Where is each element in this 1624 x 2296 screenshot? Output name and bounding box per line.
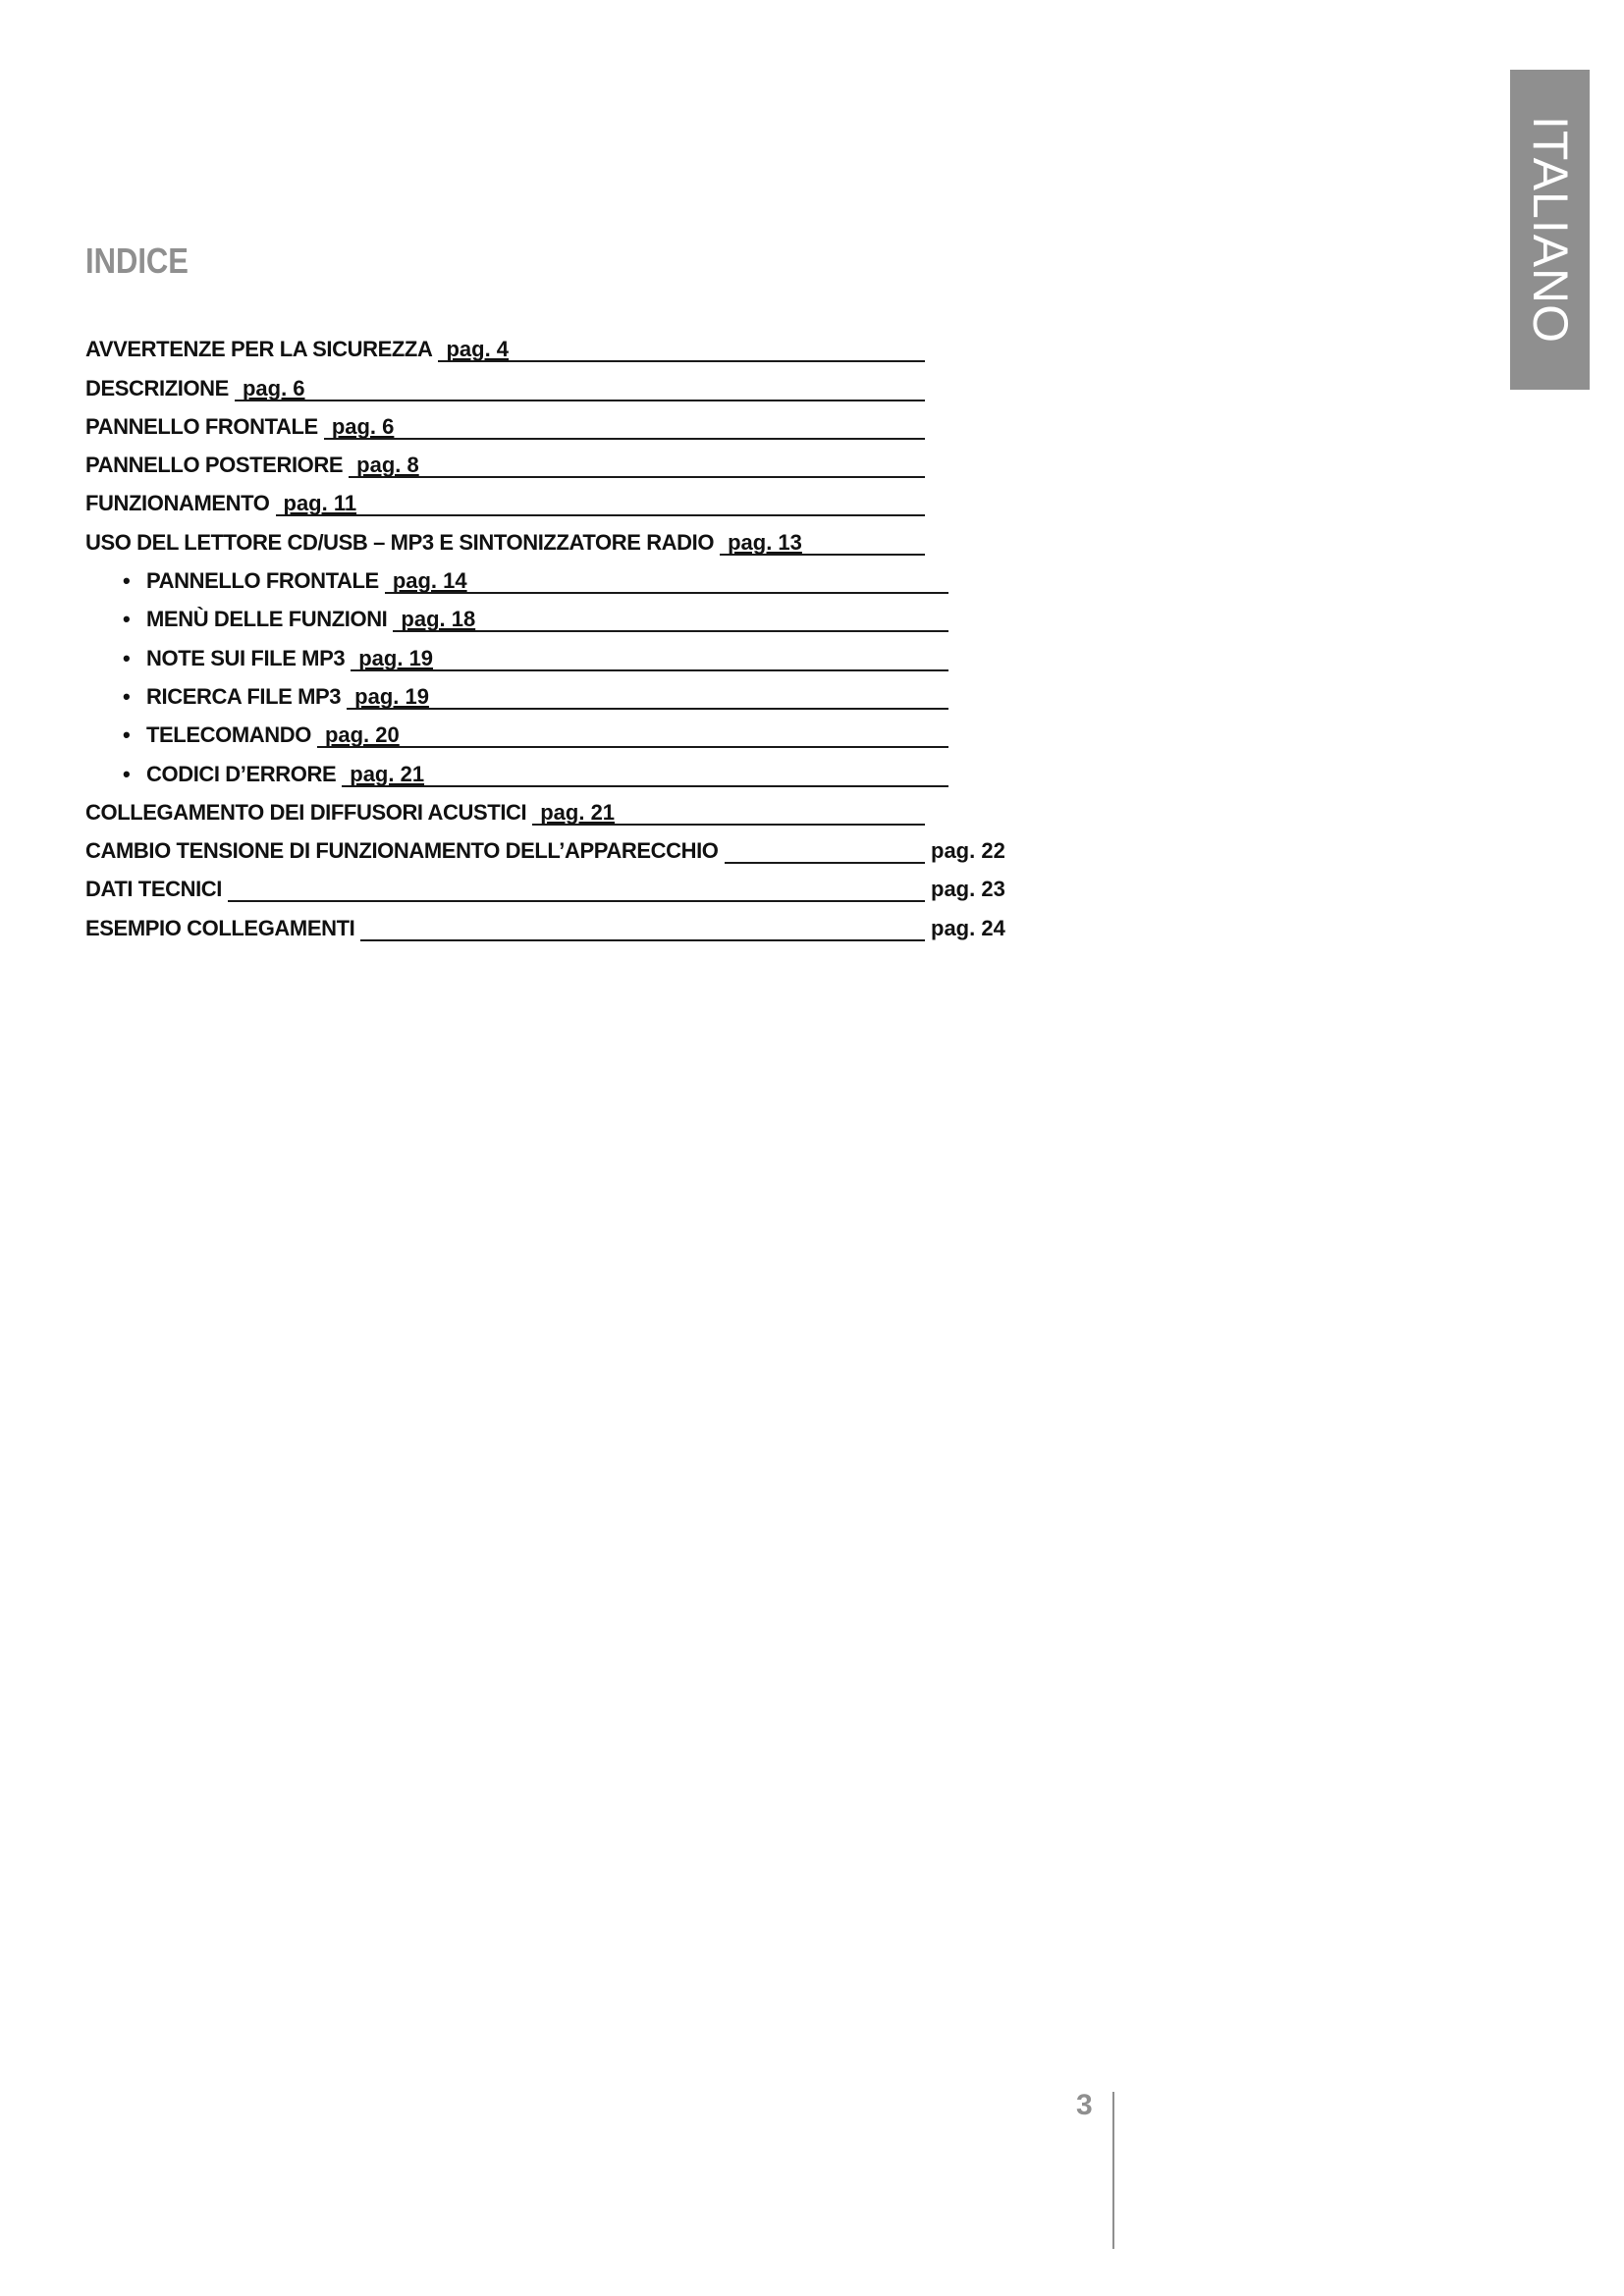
toc-entry-pannello-posteriore[interactable] bbox=[85, 443, 1018, 481]
toc-entry-page: pag. 18 bbox=[401, 607, 476, 632]
leader-line bbox=[324, 413, 925, 440]
toc-entry-label: PANNELLO FRONTALE bbox=[146, 568, 379, 594]
toc-entry-avvertenze[interactable] bbox=[85, 327, 1018, 365]
leader-line bbox=[720, 529, 925, 556]
toc-entry-page: pag. 21 bbox=[350, 761, 425, 786]
toc-entry-uso-lettore[interactable] bbox=[85, 519, 1018, 558]
toc-subentry-menu-funzioni[interactable] bbox=[85, 597, 1018, 635]
toc-entry-label: COLLEGAMENTO DEI DIFFUSORI ACUSTICI bbox=[85, 799, 527, 825]
leader-line bbox=[347, 683, 948, 710]
leader-line bbox=[349, 453, 925, 478]
toc-entry-page: pag. 22 bbox=[931, 838, 1005, 864]
toc-entry-page: pag. 23 bbox=[931, 877, 1005, 902]
bullet-icon: • bbox=[123, 761, 131, 786]
toc-entry-page: pag. 11 bbox=[283, 491, 357, 516]
toc-entry-label: DATI TECNICI bbox=[85, 877, 223, 902]
toc-subentry-codici-errore[interactable] bbox=[85, 751, 1018, 789]
bullet-icon: • bbox=[123, 607, 131, 632]
toc-entry-label: PANNELLO POSTERIORE bbox=[85, 453, 344, 478]
language-tab bbox=[1510, 70, 1590, 390]
toc-entry-label: DESCRIZIONE bbox=[85, 375, 229, 400]
bullet-icon: • bbox=[123, 722, 131, 748]
leader-line bbox=[393, 607, 948, 632]
page-title: INDICE bbox=[85, 240, 189, 281]
toc-entry-label: PANNELLO FRONTALE bbox=[85, 413, 318, 439]
toc-entry-label: CODICI D’ERRORE bbox=[146, 761, 337, 786]
toc-entry-collegamento-diffusori[interactable] bbox=[85, 790, 1018, 828]
toc-subentry-note-mp3[interactable] bbox=[85, 635, 1018, 673]
bullet-icon: • bbox=[123, 568, 131, 594]
leader-line bbox=[228, 881, 925, 902]
leader-line bbox=[351, 645, 948, 671]
toc-entry-cambio-tensione[interactable] bbox=[85, 828, 1018, 867]
toc-entry-page: pag. 24 bbox=[931, 915, 1005, 940]
toc-entry-esempio-collegamenti[interactable] bbox=[85, 905, 1018, 943]
toc-entry-label: NOTE SUI FILE MP3 bbox=[146, 645, 346, 670]
toc-entry-pannello-frontale[interactable] bbox=[85, 404, 1018, 443]
toc-entry-page: pag. 21 bbox=[540, 799, 616, 825]
toc-entry-page: pag. 4 bbox=[446, 337, 510, 362]
bullet-icon: • bbox=[123, 683, 131, 709]
leader-line bbox=[438, 337, 925, 362]
toc-subentry-ricerca-mp3[interactable] bbox=[85, 674, 1018, 713]
leader-line bbox=[725, 842, 926, 864]
table-of-contents bbox=[85, 327, 1018, 944]
toc-entry-label: CAMBIO TENSIONE DI FUNZIONAMENTO DELL’APPARECCHIO bbox=[85, 838, 719, 864]
toc-subentry-pannello-frontale[interactable] bbox=[85, 559, 1018, 597]
toc-entry-label: USO DEL LETTORE CD/USB – MP3 E SINTONIZZATORE RADIO bbox=[85, 529, 715, 555]
leader-line bbox=[317, 722, 948, 748]
toc-entry-page: pag. 6 bbox=[242, 375, 305, 400]
page-number-divider bbox=[1112, 2092, 1114, 2249]
toc-entry-page: pag. 19 bbox=[354, 683, 429, 709]
language-tab-label: ITALIANO bbox=[1522, 115, 1578, 345]
toc-entry-label: TELECOMANDO bbox=[146, 722, 311, 748]
leader-line bbox=[360, 920, 925, 941]
leader-line bbox=[276, 491, 926, 516]
toc-entry-page: pag. 13 bbox=[728, 529, 802, 555]
toc-entry-page: pag. 8 bbox=[356, 453, 419, 478]
toc-entry-label: AVVERTENZE PER LA SICUREZZA bbox=[85, 337, 433, 362]
toc-entry-label: ESEMPIO COLLEGAMENTI bbox=[85, 915, 355, 940]
leader-line bbox=[385, 568, 948, 594]
leader-line bbox=[532, 799, 925, 826]
leader-line bbox=[342, 761, 948, 787]
toc-entry-label: MENÙ DELLE FUNZIONI bbox=[146, 607, 388, 632]
toc-entry-label: FUNZIONAMENTO bbox=[85, 491, 270, 516]
toc-subentry-telecomando[interactable] bbox=[85, 713, 1018, 751]
leader-line bbox=[235, 375, 925, 401]
toc-entry-page: pag. 6 bbox=[331, 413, 395, 439]
toc-entry-label: RICERCA FILE MP3 bbox=[146, 683, 342, 709]
bullet-icon: • bbox=[123, 645, 131, 670]
toc-entry-page: pag. 19 bbox=[358, 645, 434, 670]
toc-entry-page: pag. 20 bbox=[324, 722, 400, 748]
toc-entry-dati-tecnici[interactable] bbox=[85, 867, 1018, 905]
toc-entry-funzionamento[interactable] bbox=[85, 481, 1018, 519]
toc-entry-page: pag. 14 bbox=[392, 568, 467, 594]
toc-entry-descrizione[interactable] bbox=[85, 365, 1018, 403]
page-number: 3 bbox=[1076, 2089, 1093, 2121]
